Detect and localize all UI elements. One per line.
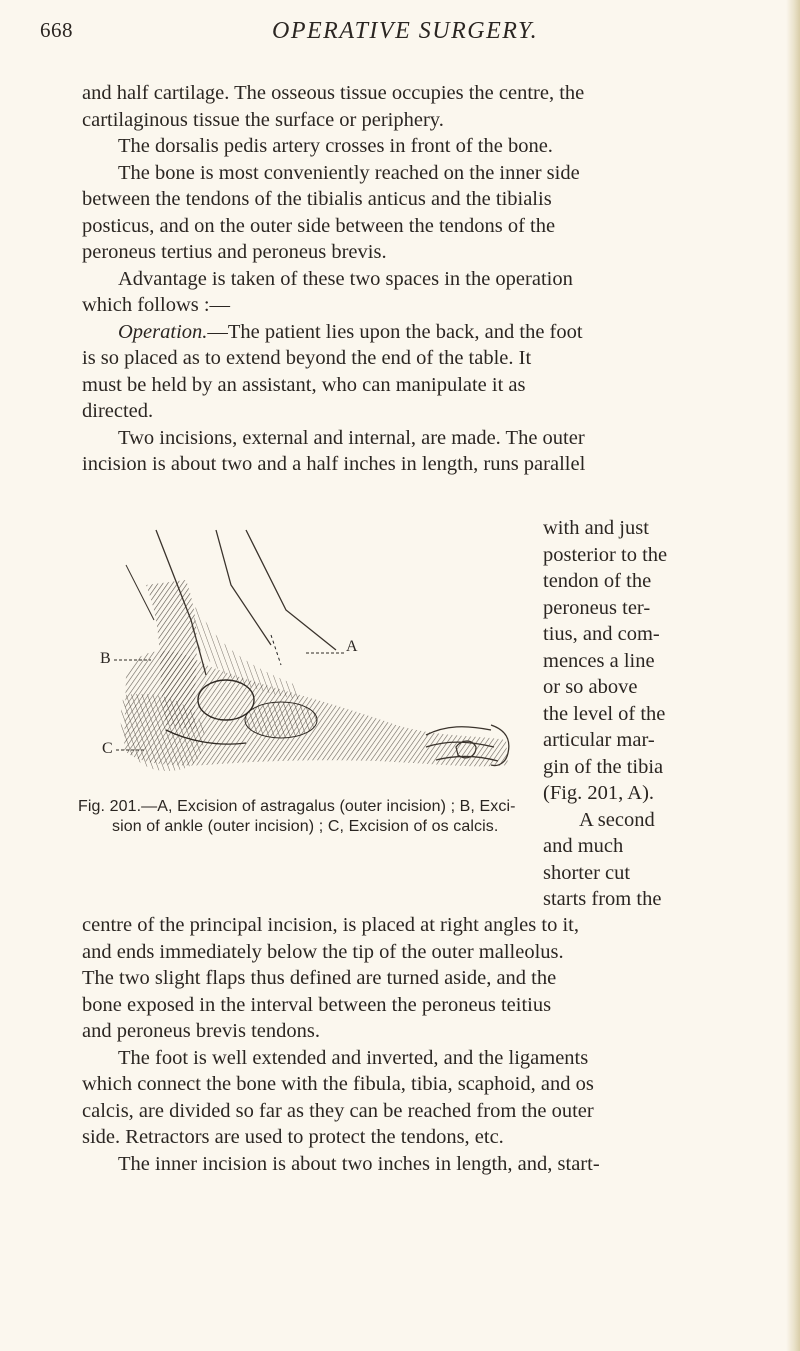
paragraph-access [82,160,762,266]
column-line: A second [579,808,655,831]
column-line: or so above [543,676,638,698]
column-line: peroneus ter- [543,596,651,619]
text-line: Advantage is taken of these two spaces in the operation [118,267,573,290]
text-line: posticus, and on the outer side between the tendons of the [82,214,556,237]
page-header [40,18,740,58]
paragraph-advantage [82,266,762,319]
text-line: The two slight flaps thus defined are turned aside, and the [82,967,557,989]
ankle-engraving [96,525,536,795]
text-line: cartilaginous tissue the surface or periphery. [82,108,444,131]
text-line: The foot is well extended and inverted, and the ligaments [118,1046,589,1069]
column-line: posterior to the [543,543,668,566]
page-edge-shadow [786,0,800,1351]
right-column-text [543,515,758,913]
column-line: the level of the [543,702,666,725]
paragraph-ligaments [82,1045,762,1151]
column-line: mences a line [543,649,655,672]
text-block-lower [82,912,762,1177]
column-line: with and just [543,517,649,539]
caption-line: Fig. 201.—A, Excision of astragalus (outer incision) ; B, Exci- [78,798,516,815]
text-line: incision is about two and a half inches in length, runs parallel [82,453,586,475]
text-line: peroneus tertius and peroneus brevis. [82,241,387,263]
paragraph-continuation [82,80,762,133]
text-line: between the tendons of the tibialis anticus and the tibialis [82,188,552,210]
column-line: articular mar- [543,729,655,751]
paragraph-operation [82,319,762,425]
text-line: must be held by an assistant, who can manipulate it as [82,373,526,396]
figure-label-b: B [100,650,111,667]
running-head: OPERATIVE SURGERY. [272,18,539,44]
figure-label-a: A [346,638,358,655]
paragraph-dorsalis: The dorsalis pedis artery crosses in front of the bone. [118,135,553,157]
text-line: calcis, are divided so far as they can be reached from the outer [82,1099,594,1122]
text-line: which connect the bone with the fibula, tibia, scaphoid, and os [82,1073,594,1095]
column-line: (Fig. 201, A). [543,782,655,804]
column-line: gin of the tibia [543,755,664,778]
paragraph-continued-incision [82,912,762,1045]
text-line: side. Retractors are used to protect the tendons, etc. [82,1126,504,1148]
text-line: which follows :— [82,294,231,316]
text-line: centre of the principal incision, is placed at right angles to it, [82,914,579,936]
text-line: is so placed as to extend beyond the end of the table. It [82,347,532,369]
figure-label-c: C [102,740,113,757]
paragraph-inner-incision: The inner incision is about two inches in length, and, start- [118,1152,600,1175]
column-paragraph [543,515,758,913]
figure-201-illustration [96,525,536,795]
caption-line: sion of ankle (outer incision) ; C, Excision of os calcis. [112,818,499,835]
text-line: and half cartilage. The osseous tissue occupies the centre, the [82,82,585,104]
paragraph-incisions [82,425,762,478]
text-line: The bone is most conveniently reached on the inner side [118,161,580,184]
text-line: and ends immediately below the tip of the outer malleolus. [82,940,564,963]
column-line: tius, and com- [543,623,660,645]
column-line: starts from the [543,888,662,910]
operation-label: Operation. [118,320,208,343]
column-line: shorter cut [543,861,631,884]
column-line: tendon of the [543,570,652,592]
text-line: bone exposed in the interval between the peroneus teitius [82,993,552,1016]
text-block-upper [82,80,762,478]
text-line: Two incisions, external and internal, are made. The outer [118,426,585,449]
text-line: and peroneus brevis tendons. [82,1020,320,1042]
text-line: directed. [82,400,154,422]
text-line: —The patient lies upon the back, and the foot [207,320,583,343]
column-line: and much [543,835,624,857]
page-number: 668 [40,18,73,42]
figure-caption [78,797,533,837]
